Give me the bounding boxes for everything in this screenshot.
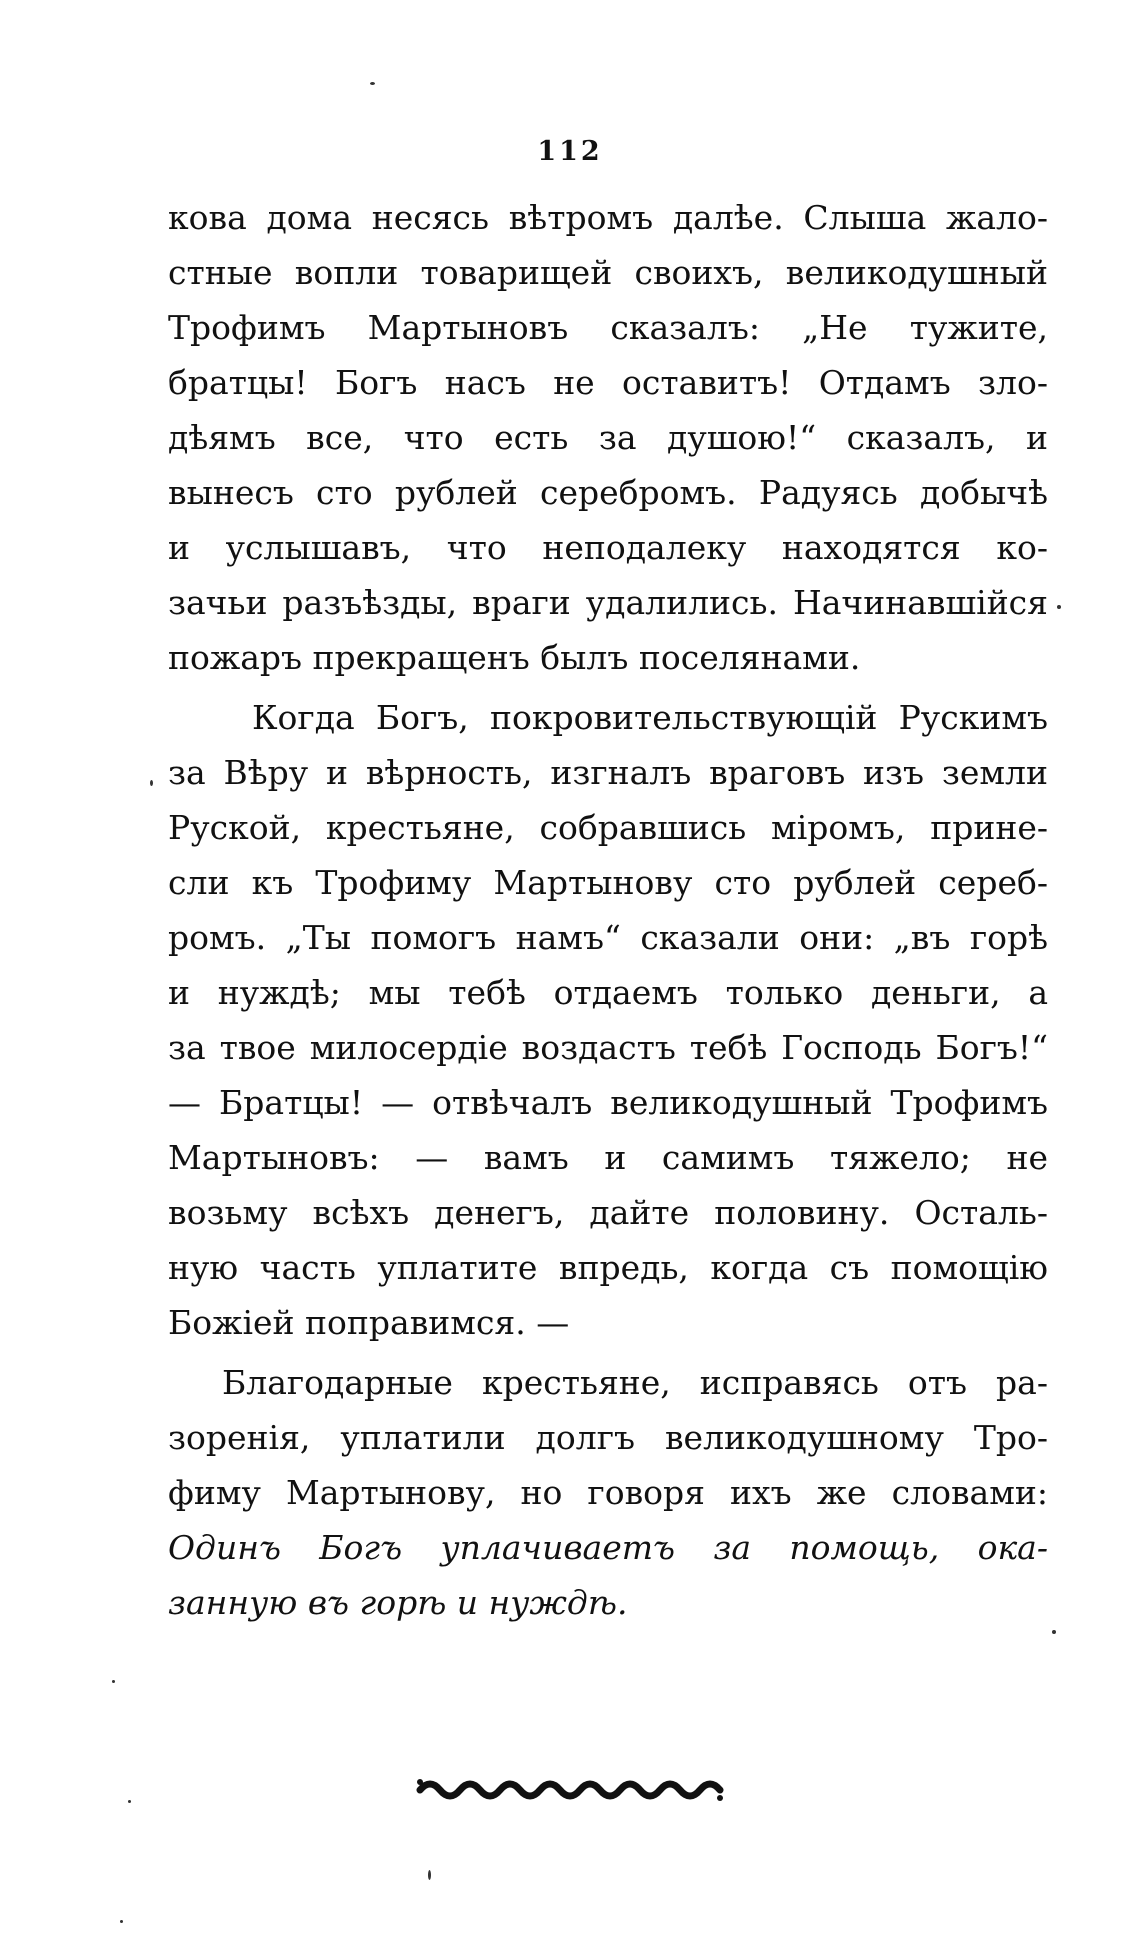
text-line: Руской, крестьяне, собравшись міромъ, прине-	[168, 808, 1048, 847]
text-line: кова дома несясь вѣтромъ далѣе. Слыша жало-	[168, 198, 1048, 237]
paragraph-first-line: Когда Богъ, покровительствующій Рускимъ	[252, 698, 1048, 737]
paragraph-end-line: Божіей поправимся. —	[168, 1303, 570, 1342]
paper-speck	[112, 1680, 115, 1683]
text-line: сли къ Трофиму Мартынову сто рублей сереб-	[168, 863, 1048, 902]
text-line: братцы! Богъ насъ не оставитъ! Отдамъ зло-	[168, 363, 1048, 402]
paper-speck	[120, 1920, 123, 1923]
text-line: за Вѣру и вѣрность, изгналъ враговъ изъ земли	[168, 753, 1048, 792]
paper-speck	[428, 1870, 431, 1880]
text-line: стные вопли товарищей своихъ, великодушный	[168, 253, 1048, 292]
paper-speck	[370, 82, 375, 85]
text-line: вынесъ сто рублей серебромъ. Радуясь добычѣ	[168, 473, 1048, 512]
text-line: и услышавъ, что неподалеку находятся ко-	[168, 528, 1048, 567]
text-line: ную часть уплатите впредь, когда съ помощію	[168, 1248, 1048, 1287]
text-line: за твое милосердіе воздастъ тебѣ Господь Богъ!“	[168, 1028, 1048, 1067]
italic-text-line: Одинъ Богъ уплачиваетъ за помощь, ока-	[168, 1528, 1048, 1567]
text-line: фиму Мартынову, но говоря ихъ же словами:	[168, 1473, 1048, 1512]
tailpiece-ornament	[0, 1772, 1140, 1808]
wave-ornament-icon	[410, 1772, 730, 1808]
text-line: возьму всѣхъ денегъ, дайте половину. Осталь-	[168, 1193, 1048, 1232]
text-line: дѣямъ все, что есть за душою!“ сказалъ, и	[168, 418, 1048, 457]
text-line: зоренія, уплатили долгъ великодушному Тро-	[168, 1418, 1048, 1457]
paper-speck	[128, 1800, 131, 1803]
paper-speck	[1057, 605, 1061, 609]
text-line: — Братцы! — отвѣчалъ великодушный Трофимъ	[168, 1083, 1048, 1122]
italic-text-line: занную въ горѣ и нуждѣ.	[168, 1583, 628, 1622]
text-line: Трофимъ Мартыновъ сказалъ: „Не тужите,	[168, 308, 1048, 347]
page-number: 112	[537, 136, 603, 167]
paragraph-first-line: Благодарные крестьяне, исправясь отъ ра-	[222, 1363, 1048, 1402]
paper-speck	[150, 780, 153, 786]
text-line: ромъ. „Ты помогъ намъ“ сказали они: „въ горѣ	[168, 918, 1048, 957]
paragraph-end-line: пожаръ прекращенъ былъ поселянами.	[168, 638, 861, 677]
text-line: и нуждѣ; мы тебѣ отдаемъ только деньги, а	[168, 973, 1048, 1012]
paper-speck	[1052, 1630, 1056, 1634]
text-line: зачьи разъѣзды, враги удалились. Начинавшійся	[168, 583, 1048, 622]
text-line: Мартыновъ: — вамъ и самимъ тяжело; не	[168, 1138, 1048, 1177]
